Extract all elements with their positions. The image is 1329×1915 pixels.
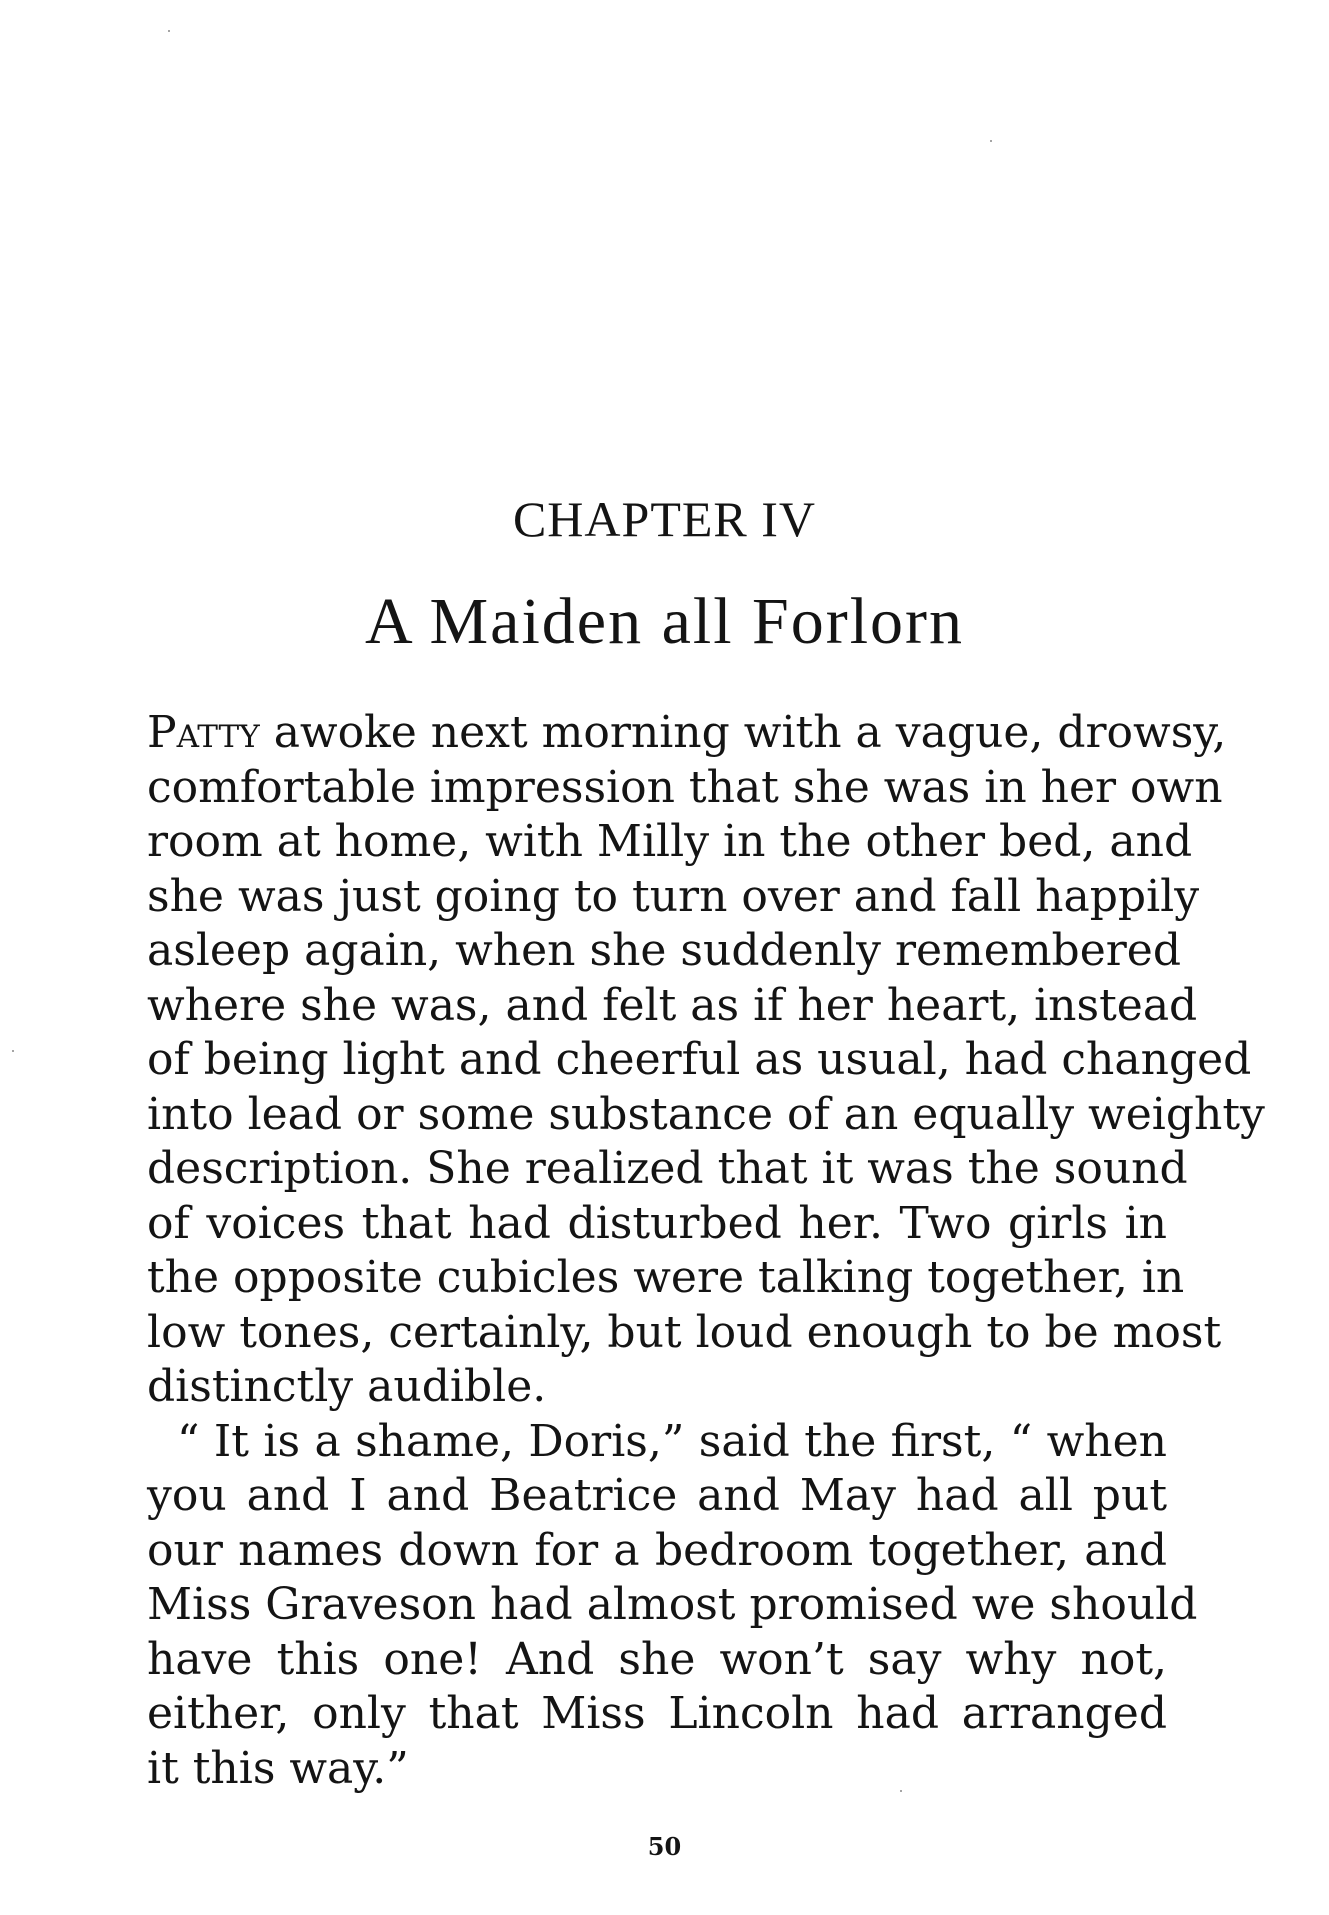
text-line: you and I and Beatrice and May had all put: [147, 1470, 1167, 1521]
text-line: Patty awoke next morning with a vague, drowsy,: [147, 707, 1227, 758]
text-line: Miss Graveson had almost promised we should: [147, 1579, 1198, 1630]
text-line: of voices that had disturbed her. Two girls in: [147, 1197, 1167, 1249]
text-line: have this one! And she won’t say why not,: [147, 1633, 1167, 1685]
page-number: 50: [647, 1832, 682, 1861]
text-line: she was just going to turn over and fall happily: [147, 870, 1200, 922]
text-line: into lead or some substance of an equally weighty: [147, 1088, 1265, 1140]
opening-word: Patty: [147, 707, 260, 758]
text-line: description. She realized that it was the sound: [147, 1143, 1188, 1194]
text-line: distinctly audible.: [147, 1361, 547, 1412]
paper-speck: [168, 30, 170, 32]
text-line: comfortable impression that she was in her own: [147, 761, 1223, 813]
paper-speck: [990, 140, 992, 142]
text-line: low tones, certainly, but loud enough to be most: [147, 1306, 1222, 1358]
text-line: the opposite cubicles were talking together, in: [147, 1252, 1185, 1303]
chapter-body: [147, 706, 1265, 1796]
paragraph-1: [147, 706, 1265, 1415]
chapter-title: A Maiden all Forlorn: [364, 585, 965, 658]
text-line: either, only that Miss Lincoln had arranged: [147, 1688, 1167, 1739]
text-line: of being light and cheerful as usual, had changed: [147, 1034, 1252, 1085]
paper-speck: [12, 1050, 14, 1052]
text-line: where she was, and felt as if her heart, instead: [147, 979, 1198, 1031]
text-line: it this way.”: [147, 1742, 409, 1794]
paragraph-2: [147, 1415, 1198, 1797]
text-line: room at home, with Milly in the other bed, and: [147, 816, 1193, 867]
text-line: our names down for a bedroom together, and: [147, 1524, 1167, 1576]
text-line: “ It is a shame, Doris,” said the first, “ when: [177, 1415, 1167, 1467]
text-line: asleep again, when she suddenly remembered: [147, 925, 1181, 976]
chapter-label: CHAPTER IV: [512, 491, 817, 547]
